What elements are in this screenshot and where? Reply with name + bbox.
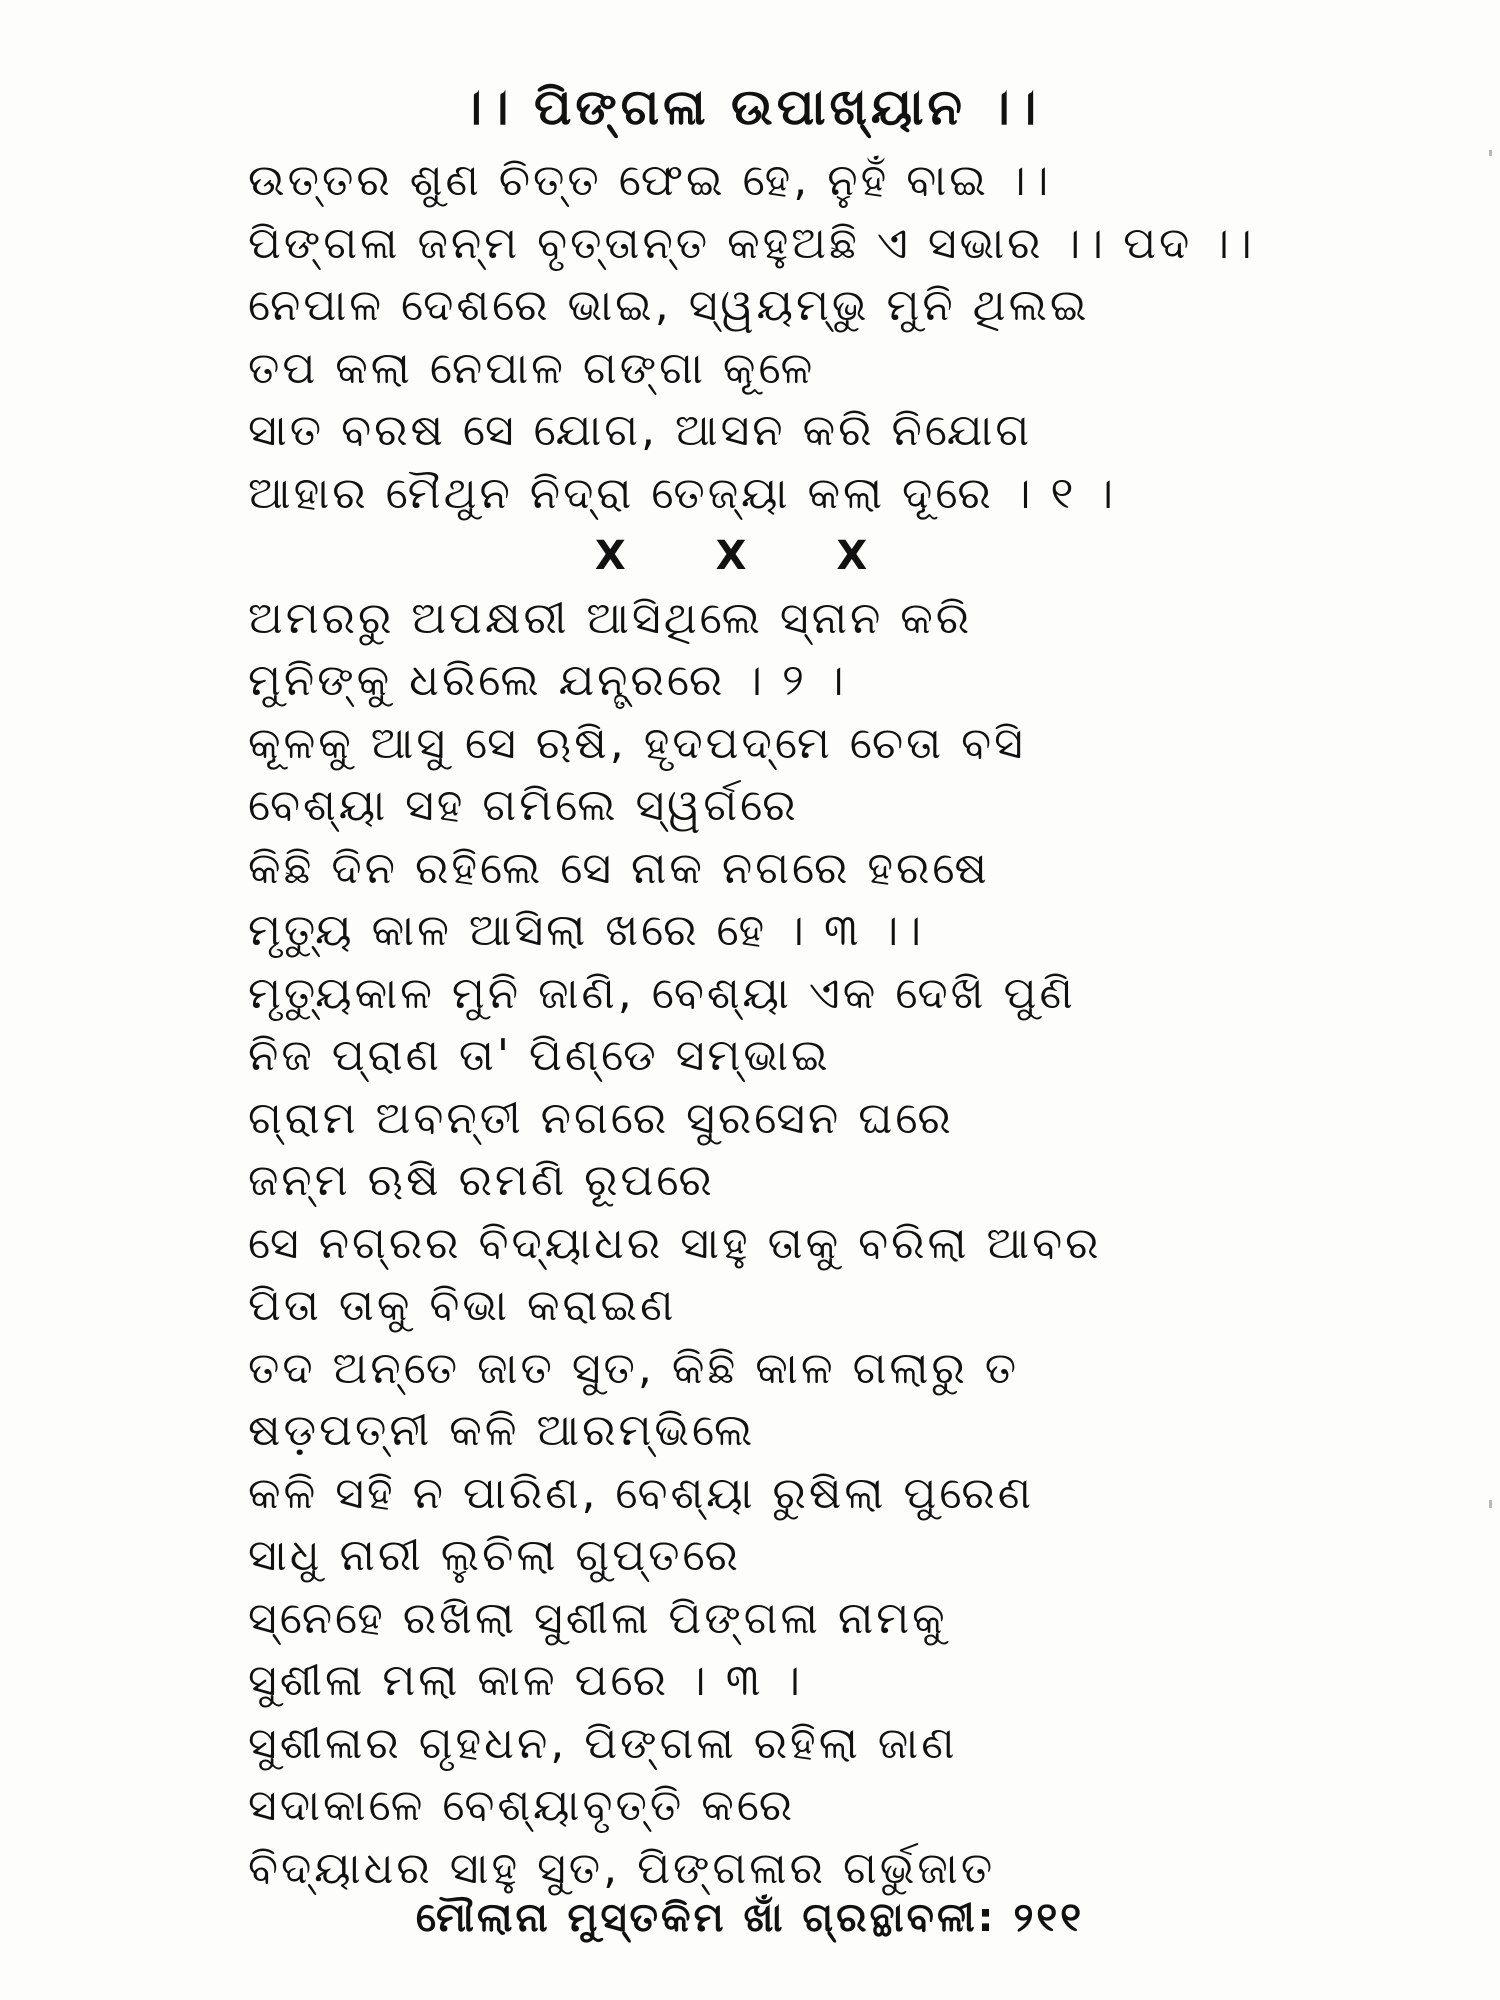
poem-line: କିଛି ଦିନ ରହିଲେ ସେ ନାକ ନଗରେ ହରଷେ (248, 842, 990, 894)
scan-edge-mark (1489, 1500, 1492, 1508)
scan-edge-mark (1489, 150, 1492, 156)
poem-line: ସାଧୁ ନାରୀ ଲୁଚିଲା ଗୁପ୍ତରେ (248, 1530, 741, 1581)
poem-line: ସୁଶୀଳା ମଲା କାଳ ପରେ । ୩ । (248, 1655, 804, 1706)
poem-body (248, 150, 1448, 1900)
poem-line: ସାତ ବରଷ ସେ ଯୋଗ, ଆସନ କରି ନିଯୋଗ (248, 405, 1033, 456)
section-separator: X X X (594, 533, 906, 579)
poem-line: ତପ କଲା ନେପାଳ ଗଙ୍ଗା କୂଳେ (248, 342, 816, 394)
poem-line: ସଦାକାଳେ ବେଶ୍ୟାବୃତ୍ତି କରେ (248, 1780, 796, 1831)
poem-line: କଳି ସହି ନ ପାରିଣ, ବେଶ୍ୟା ରୁଷିଲା ପୁରେଣ (248, 1467, 1034, 1519)
poem-line: ସ୍ନେହେ ରଖିଲା ସୁଶୀଳା ପିଙ୍ଗଳା ନାମକୁ (248, 1592, 948, 1644)
poem-line: ନିଜ ପ୍ରାଣ ତା' ପିଣ୍ଡେ ସମ୍ଭାଇ (248, 1030, 831, 1081)
poem-line: ମୃତ୍ୟୁକାଳ ମୁନି ଜାଣି, ବେଶ୍ୟା ଏକ ଦେଖି ପୁଣି (248, 967, 1076, 1019)
poem-line: ପିତା ତାକୁ ବିଭା କରାଇଣ (248, 1280, 677, 1331)
poem-line: ଗ୍ରାମ ଅବନ୍ତୀ ନଗରେ ସୁରସେନ ଘରେ (248, 1092, 954, 1144)
poem-line: ନେପାଳ ଦେଶରେ ଭାଇ, ସ୍ୱୟମ୍ଭୁ ମୁନି ଥିଲଇ (248, 280, 1090, 331)
poem-line: କୂଳକୁ ଆସୁ ସେ ଋଷି, ହୃଦପଦ୍ମେ ଚେତା ବସି (248, 717, 1026, 769)
poem-line: ମୁନିଙ୍କୁ ଧରିଲେ ଯନ୍ତ୍ରରେ । ୨ । (248, 655, 847, 706)
poem-line: ବିଦ୍ୟାଧର ସାହୁ ସୁତ, ପିଙ୍ଗଳାର ଗର୍ଭୁଜାତ (248, 1842, 996, 1894)
poem-line: ସୁଶୀଳାର ଗୃହଧନ, ପିଙ୍ଗଳା ରହିଲା ଜାଣ (248, 1717, 958, 1769)
poem-line: ସେ ନଗ୍ରର ବିଦ୍ୟାଧର ସାହୁ ତାକୁ ବରିଲା ଆବର (248, 1217, 1102, 1269)
poem-line: ପିଙ୍ଗଳା ଜନ୍ମ ବୃତ୍ତାନ୍ତ କହୁଅଛି ଏ ସଭାର ।। ପଦ ।। (248, 217, 1255, 269)
poem-line: ବେଶ୍ୟା ସହ ଗମିଲେ ସ୍ୱର୍ଗରେ (248, 780, 799, 831)
poem-line: ଆହାର ମୈଥୁନ ନିଦ୍ରା ତେଜ୍ୟା କଲା ଦୂରେ । ୧ । (248, 467, 1117, 519)
poem-line: ଷଡ଼ପତ୍ନୀ କଳି ଆରମ୍ଭିଲେ (248, 1405, 756, 1456)
poem-line: ଅମରରୁ ଅପକ୍ଷରୀ ଆସିଥିଲେ ସ୍ନାନ କରି (248, 592, 973, 644)
page-title: ।। ପିଙ୍ଗଳା ଉପାଖ୍ୟାନ ।। (459, 78, 1041, 136)
poem-line: ତଦ ଅନ୍ତେ ଜାତ ସୁତ, କିଛି କାଳ ଗଲାରୁ ତ (248, 1342, 1020, 1394)
poem-line: ଜନ୍ମ ଋଷି ରମଣି ରୂପରେ (248, 1155, 715, 1206)
poem-line: ମୃତ୍ୟୁ କାଳ ଆସିଲା ଖରେ ହେ । ୩ ।। (248, 905, 925, 956)
page-footer: ମୌଲାନା ମୁସ୍ତକିମ ଖାଁ ଗ୍ରନ୍ଥାବଳୀ: ୨୧୧ (415, 1895, 1085, 1941)
poem-line: ଉତ୍ତର ଶୁଣ ଚିତ୍ତ ଫେଇ ହେ, ନୁହଁ ବାଇ ।। (248, 155, 1052, 206)
